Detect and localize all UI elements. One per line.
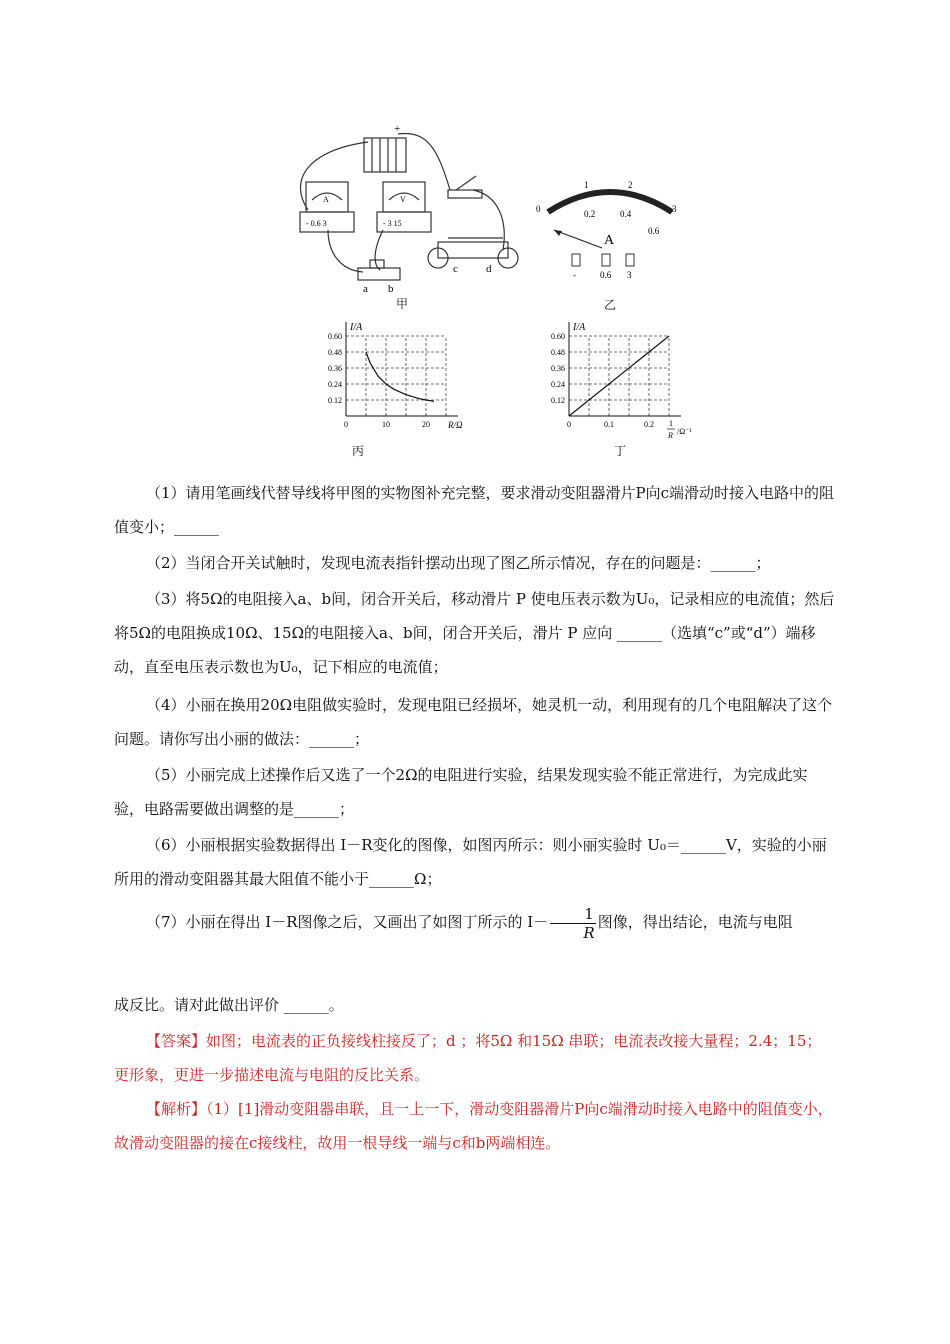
series-line bbox=[569, 336, 669, 416]
question-7-fraction bbox=[550, 905, 596, 942]
analysis-block bbox=[114, 1092, 836, 1160]
answer-text: 如图；电流表的正负接线柱接反了；d ；将5Ω 和15Ω 串联；电流表改接大量程；2.4；15；更形象，更进一步描述电流与电阻的反比关系。 bbox=[114, 1032, 822, 1084]
x-tick-label-0: 0 bbox=[344, 420, 348, 429]
question-7-after: 图像，得出结论，电流与电阻 bbox=[597, 913, 793, 931]
dial-term-06: 0.6 bbox=[600, 270, 612, 280]
dial-term-3: 3 bbox=[627, 270, 632, 280]
figure-bing-caption: 丙 bbox=[352, 444, 365, 458]
dial-term-neg: - bbox=[573, 270, 576, 280]
question-3: （3）将5Ω的电阻接入a、b间，闭合开关后，移动滑片 P 使电压表示数为U₀，记录相应的电流值；然后将5Ω的电阻换成10Ω、15Ω的电阻接入a、b间，闭合开关后，滑片 P 应向 ______（选填“c”或“d”）端移动，直至电压表示数也为U₀，记下相应的电流值； bbox=[114, 590, 835, 676]
terminal-d-label: d bbox=[486, 263, 492, 275]
figure-yi-ammeter-dial bbox=[530, 172, 690, 284]
chart-ding bbox=[545, 312, 715, 452]
y-tick-label-1: 0.48 bbox=[328, 348, 342, 357]
y-tick-label-2: 0.36 bbox=[551, 364, 565, 373]
battery-plus-label: + bbox=[394, 123, 401, 135]
question-4: （4）小丽在换用20Ω电阻做实验时，发现电阻已经损坏，她灵机一动，利用现有的几个电阻解决了这个问题。请你写出小丽的做法：______； bbox=[114, 696, 833, 748]
question-7-line2: 成反比。请对此做出评价 ______。 bbox=[114, 996, 344, 1014]
x-axis-label-den: R bbox=[668, 431, 673, 440]
voltmeter-letter: V bbox=[400, 195, 406, 204]
question-7 bbox=[114, 902, 836, 942]
dial-bottom-1: 0.2 bbox=[584, 209, 596, 219]
y-tick-label-0: 0.60 bbox=[328, 332, 342, 341]
dial-top-0: 0 bbox=[536, 204, 541, 214]
y-tick-label-4: 0.12 bbox=[551, 396, 565, 405]
y-axis-label: I/A bbox=[350, 322, 363, 333]
x-axis-label-unit: /Ω⁻¹ bbox=[677, 427, 692, 436]
dial-top-2: 2 bbox=[628, 180, 633, 190]
x-axis-label: R/Ω bbox=[448, 420, 463, 430]
dial-meter-letter: A bbox=[604, 233, 615, 248]
question-6: （6）小丽根据实验数据得出 I－R变化的图像，如图丙所示：则小丽实验时 U₀＝______V，实验的小丽所用的滑动变阻器其最大阻值不能小于______Ω； bbox=[114, 836, 827, 888]
x-tick-label-2: 0.2 bbox=[644, 420, 654, 429]
fraction-denominator: R bbox=[583, 923, 595, 942]
dial-top-1: 1 bbox=[584, 180, 589, 190]
y-tick-label-0: 0.60 bbox=[551, 332, 565, 341]
terminal-b-label: b bbox=[388, 283, 394, 295]
x-tick-label-2: 20 bbox=[422, 420, 430, 429]
series-line bbox=[366, 352, 434, 401]
answer-label: 【答案】 bbox=[146, 1032, 207, 1050]
figure-jia-circuit bbox=[288, 120, 528, 295]
ammeter-terminals: - 0.6 3 bbox=[306, 219, 327, 228]
y-tick-label-1: 0.48 bbox=[551, 348, 565, 357]
y-tick-label-3: 0.24 bbox=[551, 380, 565, 389]
fraction-numerator: 1 bbox=[550, 905, 596, 924]
y-tick-label-2: 0.36 bbox=[328, 364, 342, 373]
analysis-text: （1）[1]滑动变阻器串联，且一上一下，滑动变阻器滑片P向c端滑动时接入电路中的阻值变小，故滑动变阻器的接在c接线柱，故用一根导线一端与c和b两端相连。 bbox=[114, 1100, 833, 1152]
ammeter-letter: A bbox=[323, 195, 329, 204]
answer-block bbox=[114, 1024, 836, 1092]
x-tick-label-1: 10 bbox=[382, 420, 390, 429]
question-1: （1）请用笔画线代替导线将甲图的实物图补充完整，要求滑动变阻器滑片P向c端滑动时接入电路中的阻值变小；______ bbox=[114, 484, 835, 536]
dial-top-3: 3 bbox=[672, 204, 677, 214]
question-2: （2）当闭合开关试触时，发现电流表指针摆动出现了图乙所示情况，存在的问题是：______； bbox=[146, 554, 771, 572]
terminal-a-label: a bbox=[363, 283, 368, 295]
dial-bottom-2: 0.4 bbox=[620, 209, 632, 219]
voltmeter-terminals: - 3 15 bbox=[383, 219, 402, 228]
analysis-label: 【解析】 bbox=[146, 1100, 207, 1118]
y-tick-label-4: 0.12 bbox=[328, 396, 342, 405]
x-tick-label-1: 0.1 bbox=[604, 420, 614, 429]
question-7-before: （7）小丽在得出 I－R图像之后，又画出了如图丁所示的 I－ bbox=[146, 913, 549, 931]
figure-jia-caption: 甲 bbox=[396, 297, 409, 311]
figure-ding-caption: 丁 bbox=[614, 444, 627, 458]
x-axis-label-num: 1 bbox=[669, 419, 673, 428]
terminal-c-label: c bbox=[453, 263, 458, 275]
chart-bing bbox=[320, 312, 480, 442]
y-axis-label: I/A bbox=[573, 322, 586, 333]
figure-yi-caption: 乙 bbox=[604, 298, 617, 312]
y-tick-label-3: 0.24 bbox=[328, 380, 342, 389]
x-tick-label-0: 0 bbox=[567, 420, 571, 429]
dial-bottom-3: 0.6 bbox=[648, 226, 660, 236]
question-5: （5）小丽完成上述操作后又选了一个2Ω的电阻进行实验，结果发现实验不能正常进行，为完成此实验，电路需要做出调整的是______； bbox=[114, 766, 808, 818]
